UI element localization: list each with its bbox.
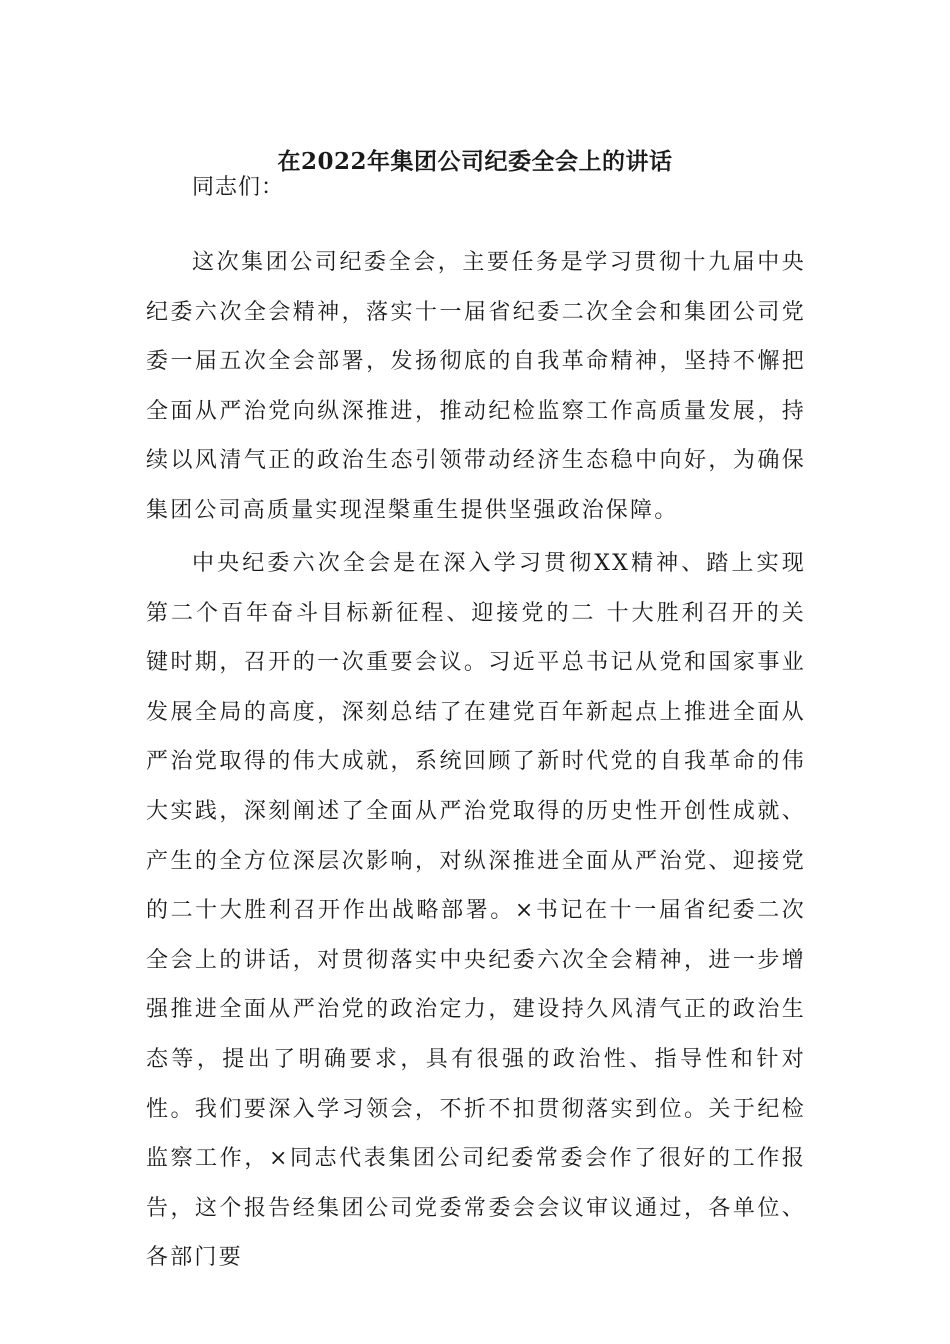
salutation: 同志们：	[192, 175, 285, 200]
document-title: 在2022年集团公司纪委全会上的讲话	[277, 148, 673, 175]
paragraph-1: 这次集团公司纪委全会，主要任务是学习贯彻十九届中央纪委六次全会精神，落实十一届省纪委二次全会和集团公司党委一届五次全会部署，发扬彻底的自我革命精神，坚持不懈把全面从严治党向纵深推进，推动纪检监察工作高质量发展，持续以风清气正的政治生态引领带动经济生态稳中向好，为确保集团公司高质量实现涅槃重生提供坚强政治保障。	[146, 250, 806, 523]
paragraph-2: 中央纪委六次全会是在深入学习贯彻XX精神、踏上实现第二个百年奋斗目标新征程、迎接党的二 十大胜利召开的关键时期，召开的一次重要会议。习近平总书记从党和国家事业发展全局的高度，深刻总结了在建党百年新起点上推进全面从严治党取得的伟大成就，系统回顾了新时代党的自我革命的伟大实践，深刻阐述了全面从严治党取得的历史性开创性成就、产生的全方位深层次影响，对纵深推进全面从严治党、迎接党的二十大胜利召开作出战略部署。×书记在十一届省纪委二次全会上的讲话，对贯彻落实中央纪委六次全会精神，进一步增强推进全面从严治党的政治定力，建设持久风清气正的政治生态等，提出了明确要求，具有很强的政治性、指导性和针对性。我们要深入学习领会，不折不扣贯彻落实到位。关于纪检监察工作，×同志代表集团公司纪委常委会作了很好的工作报告，这个报告经集团公司党委常委会会议审议通过，各单位、各部门要	[146, 551, 806, 1271]
